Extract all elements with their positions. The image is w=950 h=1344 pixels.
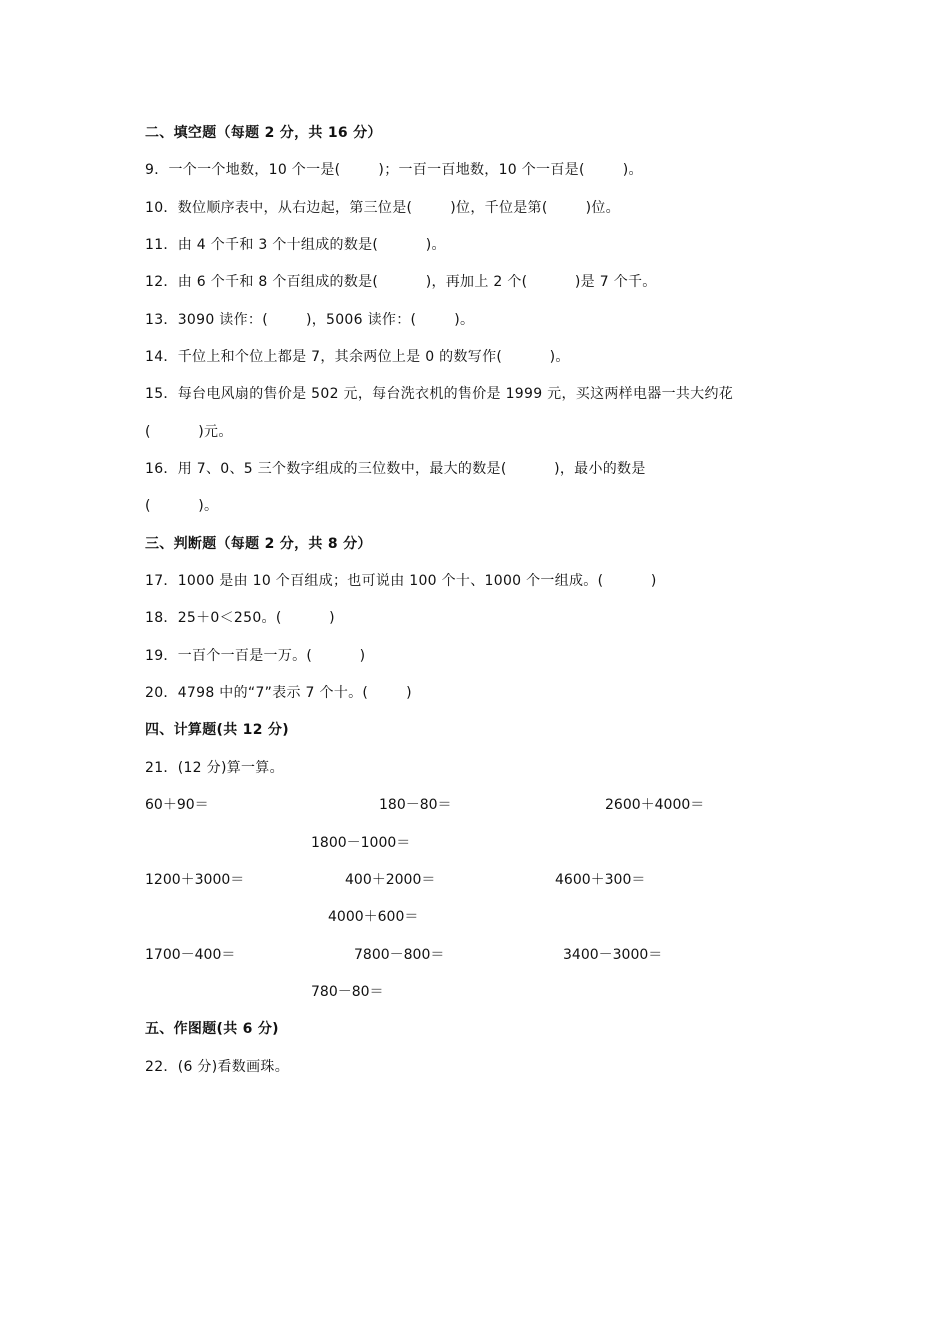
calc-item: 180－80＝	[379, 797, 452, 813]
question-14: 14．千位上和个位上都是 7，其余两位上是 0 的数写作( )。	[145, 349, 570, 365]
question-10: 10．数位顺序表中，从右边起，第三位是( )位，千位是第( )位。	[145, 200, 620, 216]
question-11: 11．由 4 个千和 3 个十组成的数是( )。	[145, 237, 446, 253]
question-21: 21．(12 分)算一算。	[145, 760, 284, 776]
question-22: 22．(6 分)看数画珠。	[145, 1059, 289, 1075]
question-19: 19．一百个一百是一万。( )	[145, 648, 366, 664]
question-16-line-2: ( )。	[145, 498, 219, 514]
calc-item: 400＋2000＝	[345, 872, 436, 888]
calc-item: 4600＋300＝	[555, 872, 646, 888]
question-20: 20．4798 中的“7”表示 7 个十。( )	[145, 685, 412, 701]
section-heading-calculation: 四、计算题(共 12 分)	[145, 722, 289, 738]
question-15-line-2: ( )元。	[145, 424, 233, 440]
section-heading-fill-in: 二、填空题（每题 2 分，共 16 分）	[145, 125, 382, 141]
section-heading-judgement: 三、判断题（每题 2 分，共 8 分）	[145, 536, 372, 552]
question-18: 18．25＋0＜250。( )	[145, 610, 335, 626]
calc-item: 1700－400＝	[145, 947, 236, 963]
calc-item: 60＋90＝	[145, 797, 209, 813]
question-12: 12．由 6 个千和 8 个百组成的数是( )，再加上 2 个( )是 7 个千。	[145, 274, 657, 290]
question-13: 13．3090 读作：( )，5006 读作：( )。	[145, 312, 475, 328]
question-17: 17．1000 是由 10 个百组成；也可说由 100 个十、1000 个一组成。( )	[145, 573, 657, 589]
calc-item: 4000＋600＝	[328, 909, 419, 925]
calc-item: 3400－3000＝	[563, 947, 663, 963]
question-16-line-1: 16．用 7、0、5 三个数字组成的三位数中，最大的数是( )，最小的数是	[145, 461, 646, 477]
question-9: 9．一个一个地数，10 个一是( )；一百一百地数，10 个一百是( )。	[145, 162, 643, 178]
calc-item: 2600＋4000＝	[605, 797, 705, 813]
section-heading-drawing: 五、作图题(共 6 分)	[145, 1021, 279, 1037]
question-15-line-1: 15．每台电风扇的售价是 502 元，每台洗衣机的售价是 1999 元，买这两样电器一共大约花	[145, 386, 734, 402]
calc-item: 1200＋3000＝	[145, 872, 245, 888]
calc-item: 1800－1000＝	[311, 835, 411, 851]
calc-item: 780－80＝	[311, 984, 384, 1000]
calc-item: 7800－800＝	[354, 947, 445, 963]
